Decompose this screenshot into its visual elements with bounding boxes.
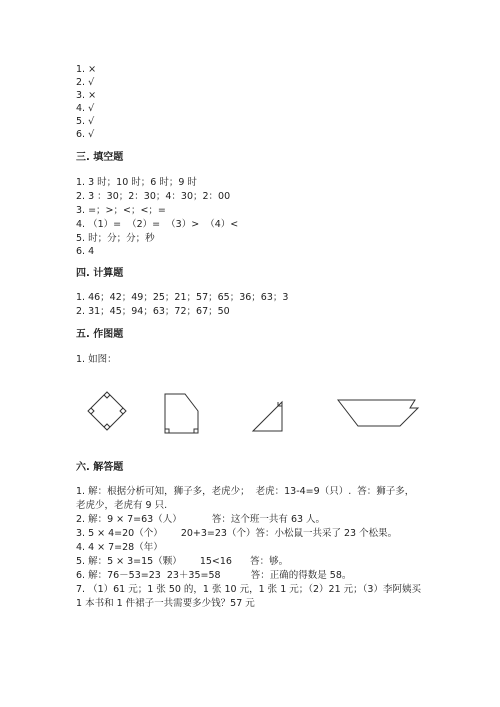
- answers-line-4: 3. 5 × 4=20（个） 20+3=23（个）答：小松鼠一共采了 23 个松果。: [76, 528, 398, 539]
- judgement-answer-2: 2. √: [76, 77, 95, 88]
- answers-line-2: 老虎少，老虎有 9 只.: [76, 500, 168, 511]
- answers-line-8: 7. （1）61 元；1 张 50 的，1 张 10 元，1 张 1 元；（2）21 元；（3）李阿姨买: [76, 584, 421, 595]
- judgement-answer-3: 3. ×: [76, 90, 97, 101]
- answers-line-5: 4. 4 × 7=28（年）: [76, 542, 163, 553]
- judgement-answer-4: 4. √: [76, 103, 95, 114]
- section-title-fill: 三. 填空题: [76, 152, 124, 163]
- calc-answer-1: 1. 46；42；49；25；21；57；65；36；63；3: [76, 292, 289, 303]
- right-trapezoid-figure: [165, 394, 198, 433]
- judgement-answer-5: 5. √: [76, 116, 95, 127]
- calc-answer-2: 2. 31；45；94；63；72；67；50: [76, 306, 230, 317]
- section-title-calc: 四. 计算题: [76, 268, 124, 279]
- judgement-answer-1: 1. ×: [76, 64, 97, 75]
- rotated-square-figure: [88, 392, 126, 430]
- right-triangle-figure: [253, 402, 282, 431]
- fill-answer-1: 1. 3 时；10 时；6 时；9 时: [76, 177, 197, 188]
- section-title-answers: 六. 解答题: [76, 462, 124, 473]
- answers-line-7: 6. 解：76－53=23 23＋35=58 答：正确的得数是 58。: [76, 570, 352, 581]
- fill-answer-3: 3. =；>；<；<；=: [76, 205, 166, 216]
- answers-line-6: 5. 解：5 × 3=15（颗） 15<16 答：够。: [76, 556, 289, 567]
- fill-answer-2: 2. 3 ：30；2：30；4：30；2：00: [76, 191, 231, 202]
- fill-answer-5: 5. 时；分；分；秒: [76, 233, 155, 244]
- answers-line-1: 1. 解：根据分析可知，狮子多，老虎少； 老虎：13-4=9（只）. 答：狮子多，: [76, 486, 415, 497]
- section-title-drawing: 五. 作图题: [76, 329, 124, 340]
- judgement-answer-6: 6. √: [76, 129, 95, 140]
- fill-answer-6: 6. 4: [76, 246, 95, 257]
- answers-line-9: 1 本书和 1 件裙子一共需要多少钱？57 元: [76, 598, 255, 609]
- answers-line-3: 2. 解：9 × 7=63（人） 答：这个班一共有 63 人。: [76, 514, 326, 525]
- drawing-answer-1: 1. 如图：: [76, 354, 117, 365]
- drawing-figures: [70, 388, 430, 440]
- ribbon-figure: [338, 400, 418, 426]
- fill-answer-4: 4. （1）= （2）= （3）> （4）<: [76, 219, 239, 230]
